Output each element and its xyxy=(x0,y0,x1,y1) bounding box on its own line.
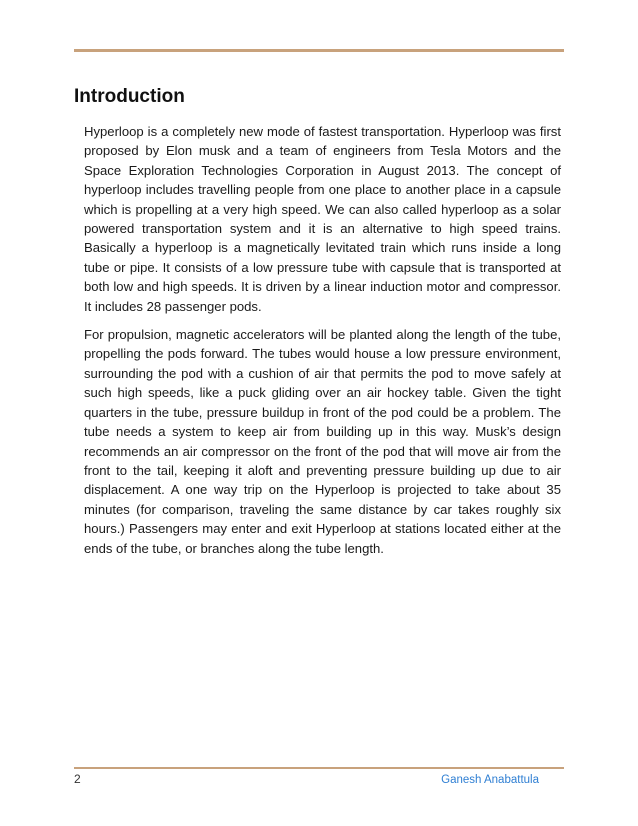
header-rule xyxy=(74,49,564,52)
paragraph-1: Hyperloop is a completely new mode of fastest transportation. Hyperloop was first proposed by Elon musk and a team of engineers from Tesla Motors and the Space Exploration Technologies Corporation in August 2013. The concept of hyperloop includes travelling people from one place to another place in a capsule which is propelling at a very high speed. We can also called hyperloop as a solar powered transportation system and it is an alternative to high speed trains. Basically a hyperloop is a magnetically levitated train which runs inside a long tube or pipe. It consists of a low pressure tube with capsule that is transported at both low and high speeds. It is driven by a linear induction motor and compressor. It includes 28 passenger pods. xyxy=(84,124,561,314)
paragraph-2: For propulsion, magnetic accelerators will be planted along the length of the tube, propelling the pods forward. The tubes would house a low pressure environment, surrounding the pod with a cushion of air that permits the pod to move safely at such high speeds, like a puck gliding over an air hockey table. Given the tight quarters in the tube, pressure buildup in front of the pod could be a problem. The tube needs a system to keep air from building up in this way. Musk’s design recommends an air compressor on the front of the pod that will move air from the front to the tail, keeping it aloft and preventing pressure building up due to air displacement. A one way trip on the Hyperloop is projected to take about 35 minutes (for comparison, traveling the same distance by car takes roughly six hours.) Passengers may enter and exit Hyperloop at stations located either at the ends of the tube, or branches along the tube length. xyxy=(84,327,561,556)
body-text xyxy=(84,122,561,567)
footer-rule xyxy=(74,767,564,769)
author-name: Ganesh Anabattula xyxy=(441,774,539,786)
page-number: 2 xyxy=(74,772,81,786)
section-heading: Introduction xyxy=(74,86,185,107)
